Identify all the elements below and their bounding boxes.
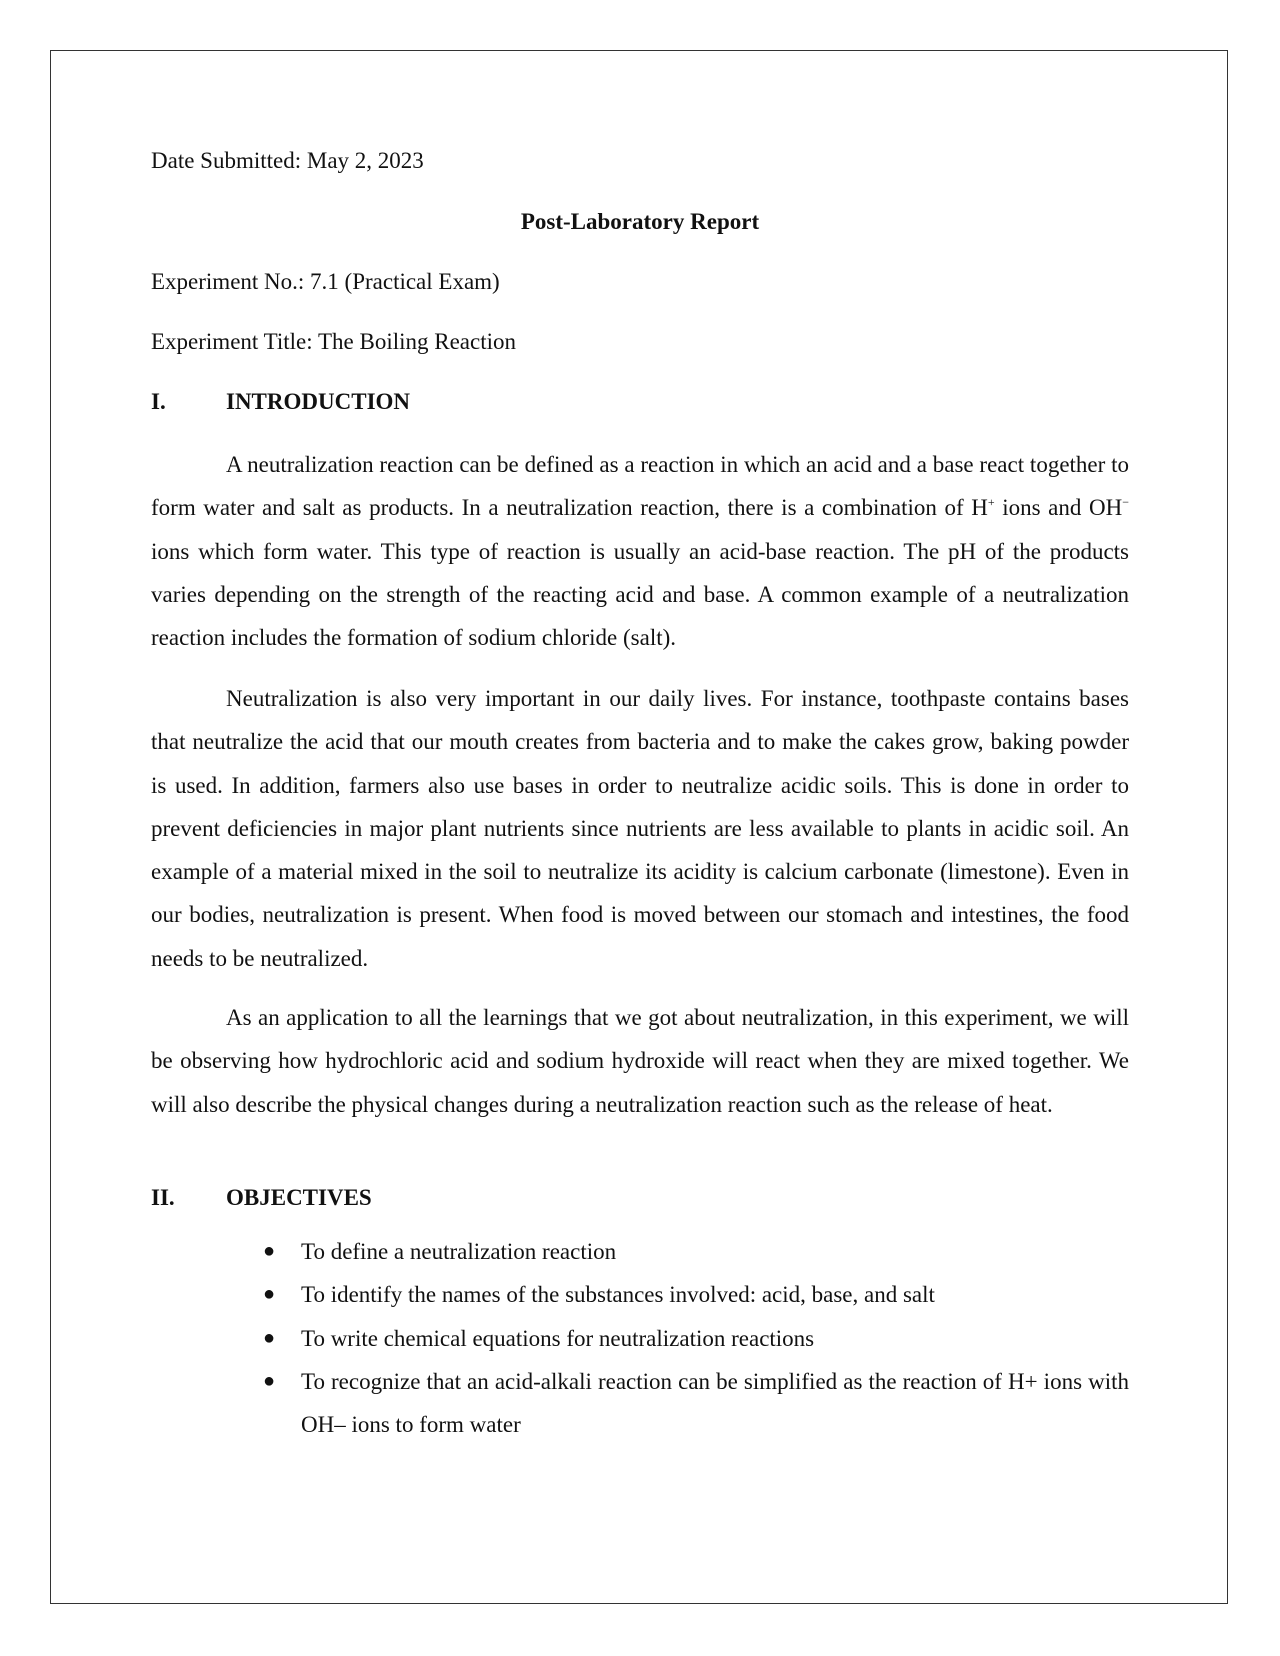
- introduction-heading: [151, 389, 410, 415]
- h-plus-superscript: +: [987, 495, 995, 510]
- introduction-paragraph-3: As an application to all the learnings that we got about neutralization, in this experiment, we will be observing how hydrochloric acid and sodium hydroxide will react when they are mixed together. We will also describe the physical changes during a neutralization reaction such as the release of heat.: [151, 1005, 1129, 1117]
- objectives-title: OBJECTIVES: [226, 1185, 372, 1210]
- introduction-number: I.: [151, 389, 166, 414]
- report-title: Post-Laboratory Report: [520, 209, 760, 234]
- experiment-title: Experiment Title: The Boiling Reaction: [151, 329, 516, 354]
- objective-item: [151, 1273, 1129, 1316]
- objectives-heading: [151, 1185, 372, 1211]
- bullet-icon: ●: [263, 1369, 276, 1392]
- objective-item: [151, 1230, 1129, 1273]
- bullet-icon: ●: [263, 1326, 276, 1349]
- p1-text-2: ions and OH: [994, 495, 1123, 521]
- objective-item: [151, 1317, 1129, 1360]
- bullet-icon: ●: [263, 1240, 276, 1262]
- introduction-paragraph-2: Neutralization is also very important in our daily lives. For instance, toothpaste contains bases that neutralize the acid that our mouth creates from bacteria and to make the cakes grow, baking powder is used. In addition, farmers also use bases in order to neutralize acidic soils. This is done in order to prevent deficiencies in major plant nutrients since nutrients are less available to plants in acidic soil. An example of a material mixed in the soil to neutralize its acidity is calcium carbonate (limestone). Even in our bodies, neutralization is present. When food is moved between our stomach and intestines, the food needs to be neutralized.: [151, 686, 1129, 971]
- p1-text-1: A neutralization reaction can be defined as a reaction in which an acid and a base react together to form water and salt as products. In a neutralization reaction, there is a combination of H: [151, 452, 1129, 521]
- objective-text: To recognize that an acid-alkali reaction can be simplified as the reaction of H+ ions with OH– ions to form water: [301, 1368, 1129, 1438]
- introduction-title: INTRODUCTION: [226, 389, 411, 414]
- introduction-paragraph-1: [151, 443, 1129, 659]
- date-submitted: Date Submitted: May 2, 2023: [151, 148, 424, 173]
- p1-text-3: ions which form water. This type of reaction is usually an acid-base reaction. The pH of the products varies depending on the strength of the reacting acid and base. A common example of a neutralization reaction includes the formation of sodium chloride (salt).: [151, 538, 1129, 651]
- objectives-list: [151, 1230, 1129, 1446]
- bullet-icon: ●: [263, 1283, 276, 1306]
- objective-text: To identify the names of the substances involved: acid, base, and salt: [301, 1282, 935, 1308]
- objective-item: [151, 1360, 1129, 1447]
- objective-text: To define a neutralization reaction: [301, 1239, 617, 1264]
- experiment-number: Experiment No.: 7.1 (Practical Exam): [151, 269, 500, 294]
- objective-text: To write chemical equations for neutralization reactions: [301, 1325, 815, 1351]
- objectives-number: II.: [151, 1185, 175, 1210]
- oh-minus-superscript: −: [1122, 495, 1129, 510]
